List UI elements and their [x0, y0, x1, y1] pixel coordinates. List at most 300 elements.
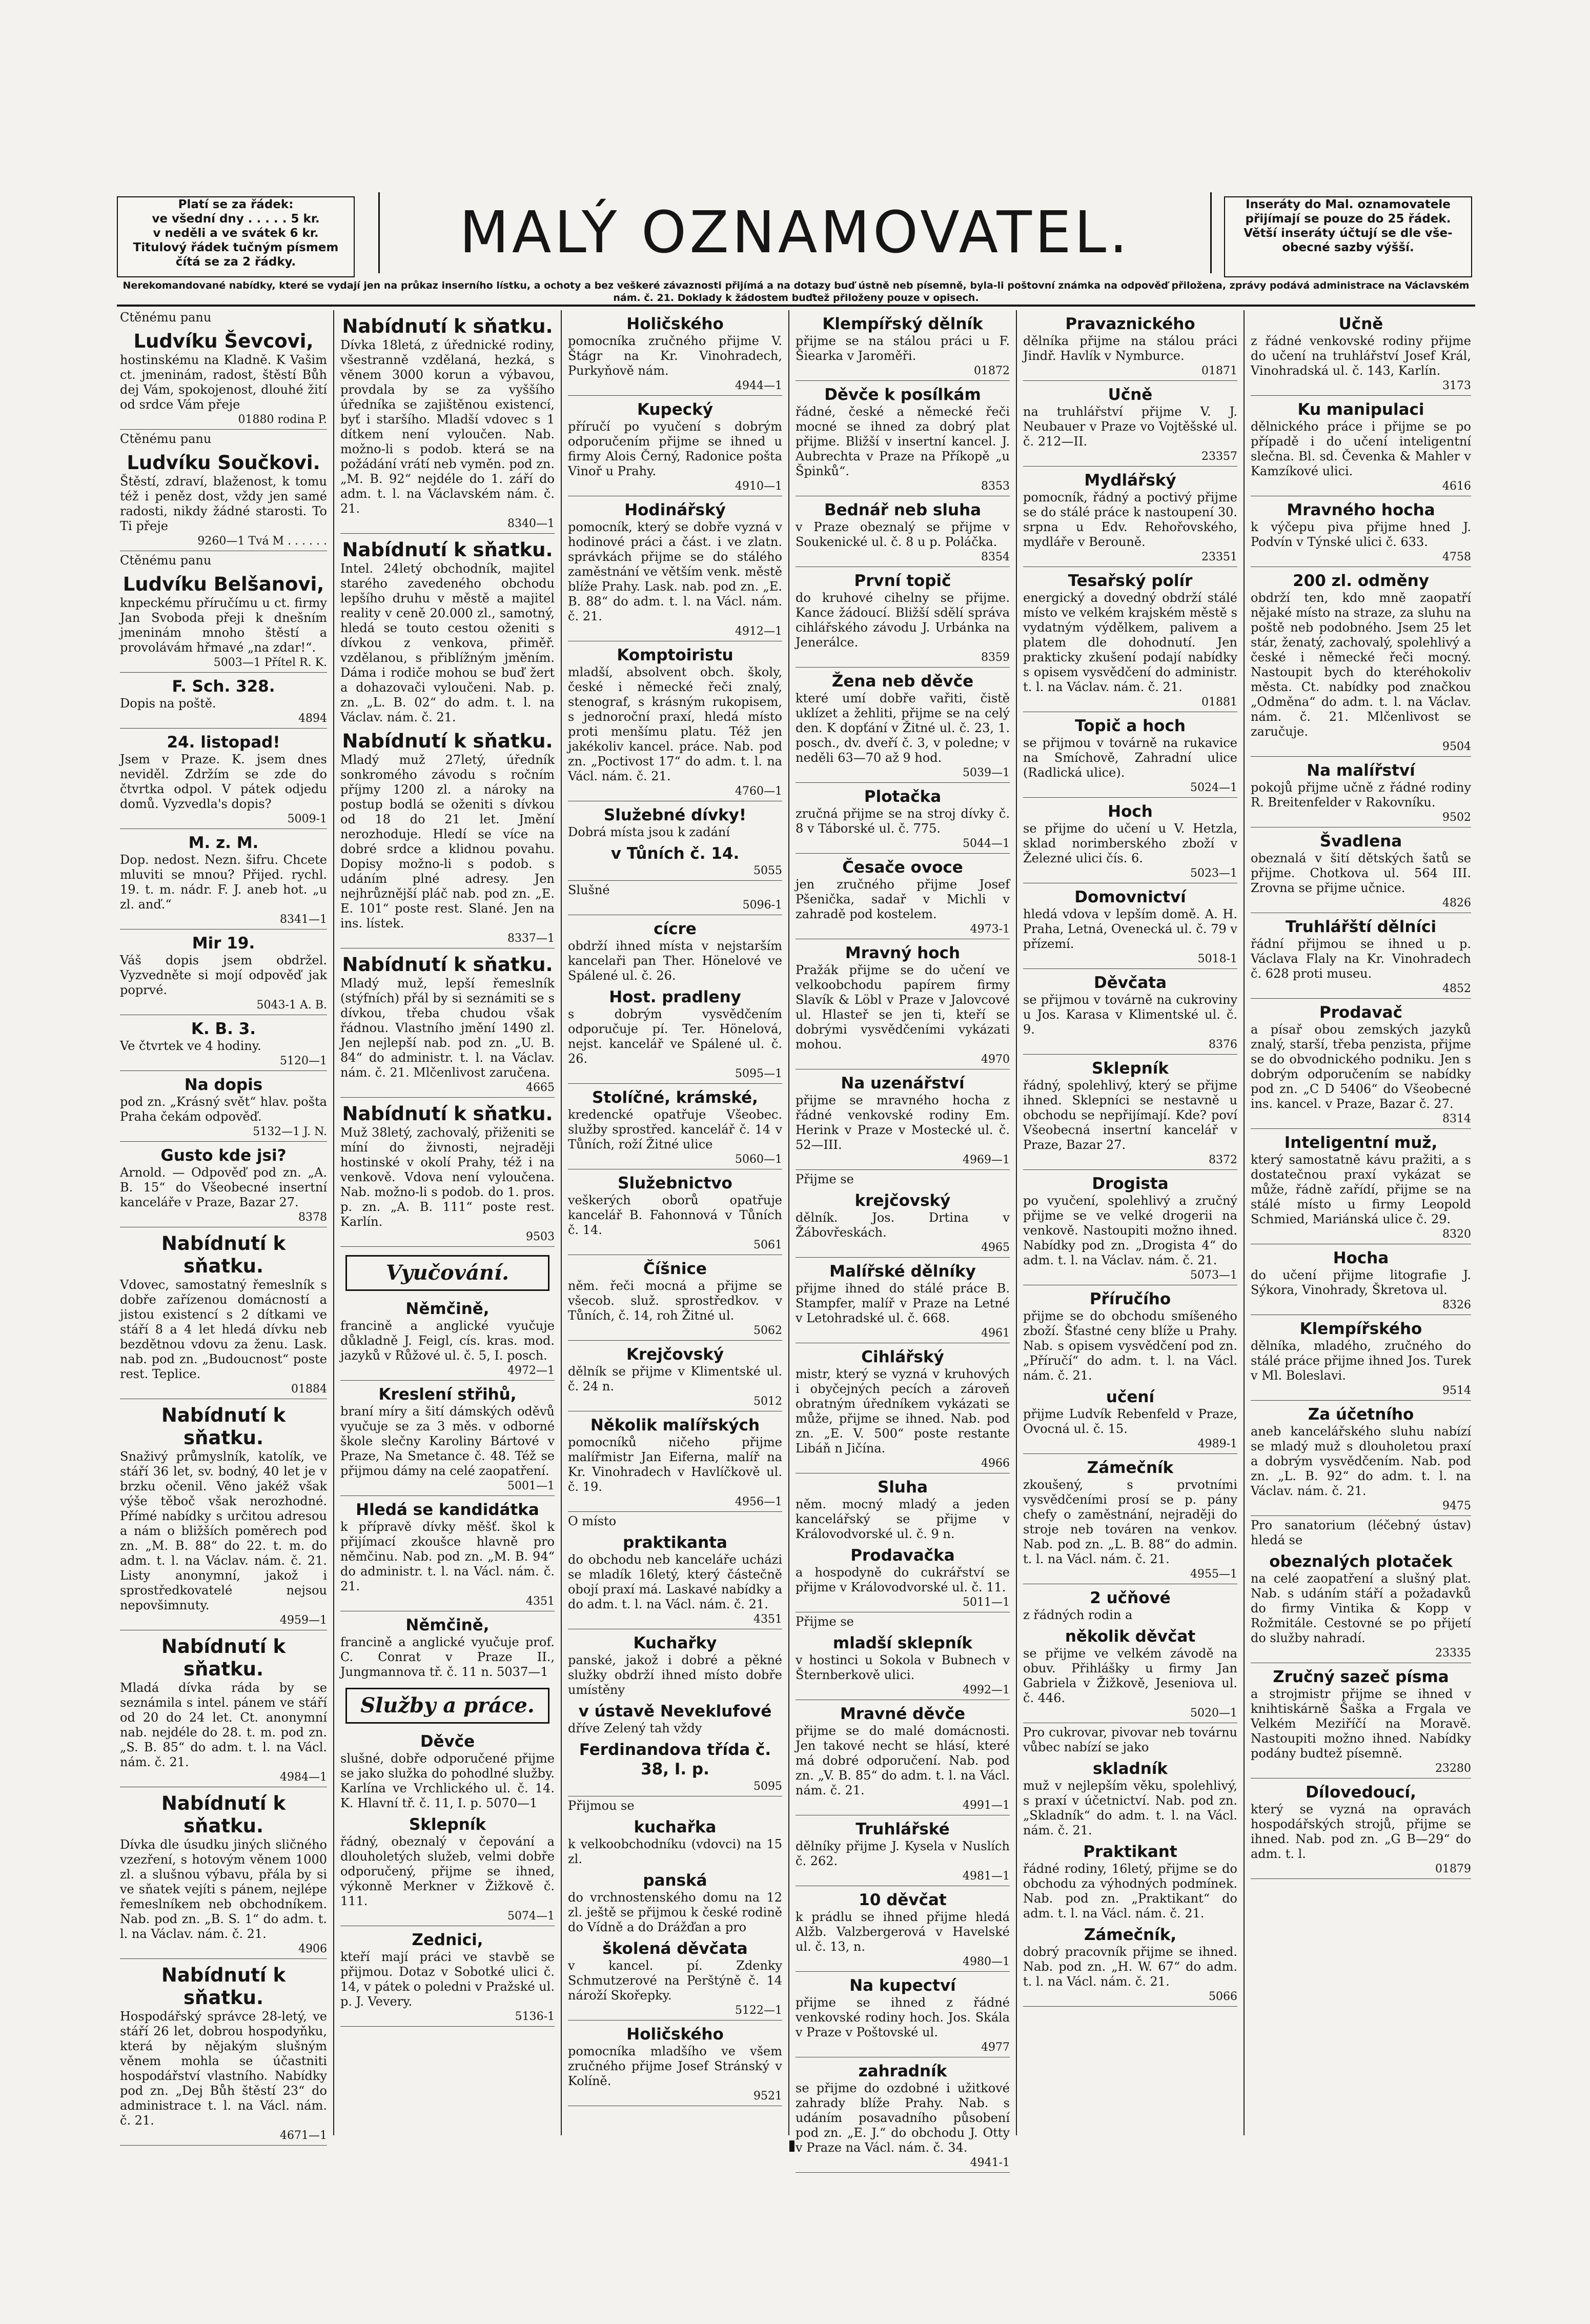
- ad-number: 9475: [1251, 1499, 1471, 1516]
- ad-heading: Plotačka: [864, 787, 942, 806]
- ad-heading: v Tůních č. 14.: [610, 844, 740, 863]
- ad-heading: Ludvíku Ševcovi,: [133, 330, 314, 352]
- ad-text: k přípravě dívky měšť. škol k přijímací zkoušce hlavně pro němčinu. Nab. pod zn. „M. B. 94“ do administr. t. l. na Václ. nám. č. 21.: [340, 1520, 555, 1593]
- ad-text: dělník se přijme v Klimentské ul. č. 24 n.: [568, 1364, 782, 1393]
- ad-number: 5060—1: [568, 1152, 782, 1169]
- ad-number: 4966: [796, 1456, 1010, 1473]
- ad-heading: kuchařka: [634, 1818, 717, 1836]
- ad-heading: Klempířský dělník: [822, 315, 983, 333]
- ad-text: dělníka, mladého, zručného do stálé práce přijme ihned Jos. Turek v Ml. Boleslavi.: [1251, 1339, 1471, 1383]
- ad-heading: Ferdinandova třída č. 38, I. p.: [579, 1741, 771, 1779]
- ad-text: přijme se mravného hocha z řádné venkovské rodiny Em. Herink v Praze v Mostecké ul. č. 52—III.: [796, 1093, 1010, 1152]
- ad-text: z řádných rodin a: [1023, 1608, 1133, 1622]
- page-title: MALÝ OZNAMOVATEL.: [378, 192, 1212, 273]
- ad-heading: Holičského: [626, 315, 724, 333]
- ad-heading: Drogista: [1092, 1175, 1169, 1193]
- ad-text: řádný, spolehlivý, který se přijme ihned. Sklepníci se nestavně u obchodu se nepřijímají. Kde? poví Všeobecná insertní kancelář v Praze, Bazar 27.: [1023, 1078, 1237, 1152]
- ad-number: 5066: [1023, 1989, 1237, 2007]
- ad-heading: Sklepník: [409, 1815, 486, 1834]
- ad-heading: Služebnictvo: [618, 1174, 732, 1193]
- ad-text: panské, jakož i dobré a pěkné služky obdrží ihned místo dobře umístěny: [568, 1653, 782, 1697]
- ad-heading: Hodinářský: [624, 501, 726, 519]
- ad-number: 4852: [1251, 981, 1471, 999]
- ad-heading: Komptoiristu: [617, 646, 733, 664]
- ad-text: pomocníka mladšího ve všem zručného přijme Josef Stránský v Kolíně.: [568, 2044, 782, 2088]
- ad-text: přijme Ludvík Rebenfeld v Praze, Ovocná ul. č. 15.: [1023, 1407, 1237, 1436]
- ad-text: Přijmou se: [568, 1798, 635, 1813]
- ad-text: Jsem v Praze. K. jsem dnes neviděl. Zdržím se zde do čtvrtka odpol. V pátek odjedu domů. Vyzvedla's dopis?: [120, 752, 327, 811]
- ad-text: se přijme do učení u V. Hetzla, sklad norimberského zboží v Železné ulici čís. 6.: [1023, 821, 1237, 865]
- ad-number: 5043-1 A. B.: [120, 998, 327, 1015]
- ad-text: který samostatně kávu pražiti, a s dostatečnou praxí vykázat se může, řádně zařídí, přijme se na stálé místo u firmy Leopold Schmied, Mariánská ulice č. 29.: [1251, 1153, 1471, 1226]
- ad-number: 5073—1: [1023, 1268, 1237, 1285]
- ad-text: na celé zaopatření a slušný plat. Nab. s udáním stáří a požadavků do firmy Vintika & Kopp v Rožmitále. Cestovné se po přijetí do služby nahradí.: [1251, 1571, 1471, 1645]
- ad-text: Ve čtvrtek ve 4 hodiny.: [120, 1039, 261, 1053]
- ad-text: dobrý pracovník přijme se ihned. Nab. pod zn. „H. W. 67“ do adm. t. l. na Václ. nám. č. 21.: [1023, 1945, 1237, 1989]
- ad-heading: Prodavač: [1319, 1003, 1402, 1022]
- ad-heading: Žena neb děvče: [831, 672, 974, 691]
- ad-number: 4959—1: [120, 1613, 327, 1630]
- ad-number: 5009-1: [120, 812, 327, 829]
- ad-number: 01881: [1023, 695, 1237, 712]
- ad-text: se přijme do ozdobné i užitkové zahrady blíže Prahy. Nab. s udáním posavadního působení pod zn. „E. J.“ do obchodu J. Otty v Praze na Václ. nám. č. 34.: [796, 2081, 1010, 2155]
- ad-number: 4910—1: [568, 479, 782, 496]
- ad-number: 3173: [1251, 378, 1471, 396]
- ad-heading: Nabídnutí k sňatku.: [342, 315, 553, 337]
- ad-text: a strojmistr přijme se ihned v knihtiskárně Šaška a Frgala ve Velkém Meziříčí na Moravě. Nastoupiti možno ihned. Nabídky podány budtež písemně.: [1251, 1687, 1471, 1761]
- ad-number: 4826: [1251, 896, 1471, 913]
- ad-text: z řádné venkovské rodiny přijme do učení na truhlářství Josef Král, Vinohradská ul. č. 143, Karlín.: [1251, 334, 1471, 378]
- ad-number: 5074—1: [340, 1909, 555, 1926]
- ad-heading: v ústavě Neveklufové: [578, 1702, 772, 1721]
- ad-text: přijme ihned do stálé práce B. Stampfer, malíř v Praze na Letné v Letohradské ul. č. 668.: [796, 1281, 1010, 1325]
- ad-text: obdrží ten, kdo mně zaopatří nějaké místo na straze, za sluhu na poště neb podobného. Jsem 25 let stár, ženatý, zachovalý, spolehlivý a české i německé řeči mocný. Nastoupit bych do kteréhokoliv města. Ct. nabídky pod značkou „Odměna“ do adm. t. l. na Václav. nám. č. 21. Mlčenlivost se zaručuje.: [1251, 591, 1471, 739]
- ad-heading: Kupecký: [637, 400, 713, 419]
- ad-heading: Pravaznického: [1065, 315, 1195, 333]
- ad-heading: První topič: [854, 572, 951, 590]
- ad-heading: Mravného hocha: [1287, 501, 1435, 519]
- ad-number: 01884: [120, 1382, 327, 1399]
- ad-number: 4973-1: [796, 922, 1010, 939]
- ad-number: 4991—1: [796, 1798, 1010, 1815]
- ad-text: dělníka přijme na stálou práci Jindř. Havlík v Nymburce.: [1023, 334, 1237, 363]
- ad-heading: Zručný sazeč písma: [1273, 1668, 1449, 1686]
- ad-number: 5095—1: [568, 1066, 782, 1084]
- ad-text: k výčepu piva přijme hned J. Podvín v Týnské ulici č. 633.: [1251, 520, 1471, 549]
- ad-column-1: [114, 310, 334, 2142]
- section-heading: Vyučování.: [345, 1255, 549, 1291]
- ad-text: v hostinci u Sokola v Bubnech v Šternberkově ulici.: [796, 1653, 1010, 1682]
- ad-number: 5023—1: [1023, 866, 1237, 883]
- ad-number: 9503: [340, 1229, 555, 1247]
- ad-number: 4965: [796, 1240, 1010, 1258]
- ad-text: energický a dovedný obdrží stálé místo ve velkém krajském městě s vydatným výdělkem, palivem a platem dle dohodnutí. Jen prakticky zkušení podají nabídky s opisem vysvědčení do administr. t. l. na Václav. nám. č. 21.: [1023, 591, 1237, 694]
- price-line: Platí se za řádek:: [178, 198, 294, 211]
- ad-text: Snaživý průmyslník, katolík, ve stáří 36 let, sv. bodný, 40 let je v brzku očenil. Věno jakéž však výše těboč však nerozhodné. Přímé nabídky s určitou adresou a nám o bližších poměrech pod zn. „M. B. 88“ do 22. t. m. do adm. t. l. na Václav. nám. č. 21. Listy anonymní, jakož i sprostředkovatelé nejsou nepovšimnuty.: [120, 1449, 327, 1612]
- ad-text: mistr, který se vyzná v kruhových i obyčejných pecích a zároveň obratným úředníkem vykázati se může, přijme se ihned. Nab. pod zn. „E. V. 500“ poste restante Libáň n Jičína.: [796, 1367, 1010, 1456]
- rules-line: obecné sazby výšší.: [1282, 241, 1414, 254]
- ad-heading: několik děvčat: [1065, 1627, 1196, 1646]
- ad-column-4: [789, 310, 1017, 2169]
- ad-heading: Sluha: [877, 1478, 928, 1497]
- ad-heading: Ku manipulaci: [1297, 400, 1424, 419]
- ad-heading: zahradník: [858, 2062, 947, 2080]
- ad-heading: Němčině,: [405, 1300, 490, 1318]
- ad-number: 4616: [1251, 479, 1471, 496]
- ad-text: Slušné: [568, 883, 610, 897]
- ad-text: Mladý muž, lepší řemeslník (stýfních) přál by si seznámiti se s dívkou, třeba chudou však řádnou. Vlastního jmění 1490 zl. Jen nejlepší nab. pod zn. „U. B. 84“ do administr. t. l. na Václav. nám. č. 21. Mlčenlivost zaručena.: [340, 976, 555, 1080]
- ad-text: se přijmou v továrně na rukavice na Smíchově, Zahradní ulice (Radlická ulice).: [1023, 736, 1237, 780]
- ad-text: francině a anglické vyučuje důkladně J. Feigl, cís. kras. mod. jazyků v Růžové ul. č. 5, I. posch.: [340, 1319, 555, 1363]
- ad-number: 5039—1: [796, 765, 1010, 783]
- ad-heading: Krejčovský: [626, 1345, 724, 1364]
- ad-text: hledá vdova v lepším domě. A. H. Praha, Letná, Ovenecká ul. č. 79 v přízemí.: [1023, 907, 1237, 951]
- ad-number: 5132—1 J. N.: [120, 1124, 327, 1142]
- ad-heading: mladší sklepník: [832, 1634, 973, 1652]
- ad-text: kredencké opatřuje Všeobec. služby sprostřed. kancelář č. 14 v Tůních, roží Žitné ulice: [568, 1107, 782, 1151]
- ad-text: Váš dopis jsem obdržel. Vyzvedněte si mojí odpověď jak poprvé.: [120, 953, 327, 997]
- ad-number: 4955—1: [1023, 1567, 1237, 1584]
- ad-heading: Dílovedoucí,: [1306, 1783, 1416, 1802]
- ad-heading: učení: [1106, 1388, 1155, 1406]
- ad-text: Dopis na poště.: [120, 696, 216, 711]
- ad-number: 5055: [568, 863, 782, 881]
- ad-number: 4984—1: [120, 1770, 327, 1787]
- ad-text: dříve Zelený tah vždy: [568, 1721, 702, 1735]
- ad-heading: skladník: [1092, 1760, 1168, 1778]
- ad-text: Dobrá místa jsou k zadání: [568, 825, 730, 839]
- ad-text: obdrží ihned místa v nejstarším kancelaři pan Ther. Hönelové ve Spálené ul. č. 26.: [568, 939, 782, 983]
- ad-text: řádní přijmou se ihned u p. Václava Flaly na Kr. Vinohradech č. 628 proti museu.: [1251, 937, 1471, 981]
- ad-heading: Učně: [1108, 386, 1153, 404]
- ad-number: 8376: [1023, 1037, 1237, 1055]
- ad-column-6: [1245, 310, 1477, 2135]
- ad-heading: 10 děvčat: [859, 1891, 947, 1909]
- price-line: ve všední dny . . . . . 5 kr.: [152, 212, 320, 226]
- ad-text: dělníky přijme J. Kysela v Nuslích č. 262.: [796, 1839, 1010, 1868]
- ad-number: 01880 rodina P.: [120, 412, 327, 430]
- ad-heading: Hoch: [1108, 802, 1153, 821]
- ad-heading: 24. listopad!: [167, 733, 280, 752]
- ad-heading: Nabídnutí k sňatku.: [161, 1792, 286, 1837]
- ad-text: slušné, dobře odporučené přijme se jako služka do pohodlné služby. Karlína ve Vrchlického ul. č. 14. K. Hlavní tř. č. 11, I. p. 5070—1: [340, 1751, 555, 1810]
- masthead: [117, 196, 1475, 277]
- ad-text: hostinskému na Kladně. K Vašim ct. jmeninám, radost, štěstí Bůh dej Vám, spokojenost, dlouhé žití od srdce Vám přeje: [120, 353, 327, 412]
- ad-number: 8354: [796, 550, 1010, 567]
- ad-number: 5044—1: [796, 836, 1010, 854]
- ad-number: 4941-1: [796, 2155, 1010, 2173]
- ad-number: 5096-1: [568, 898, 782, 915]
- ad-text: muž v nejlepším věku, spolehlivý, s praxí v účetnictví. Nab. pod zn. „Skladník“ do adm. t. l. na Václ. nám. č. 21.: [1023, 1779, 1237, 1837]
- ad-heading: Holičského: [626, 2025, 724, 2044]
- ad-text: obeznalá v šití dětských šatů se přijme. Chotkova ul. 564 III. Zrovna se přijme učnice.: [1251, 851, 1471, 895]
- ad-text: pokojů přijme učně z řádné rodiny R. Breitenfelder v Rakovníku.: [1251, 780, 1471, 810]
- ad-text: něm. mocný mladý a jeden kancelářský se přijme v Královodvorské ul. č. 9 n.: [796, 1497, 1010, 1541]
- ad-text: veškerých oborů opatřuje kancelář B. Fahonnová v Tůních č. 14.: [568, 1193, 782, 1237]
- ad-heading: Inteligentní muž,: [1284, 1134, 1438, 1152]
- ad-number: 5024—1: [1023, 780, 1237, 798]
- ad-number: 4894: [120, 711, 327, 729]
- ad-text: přijme se ihned z řádné venkovské rodiny hoch. Jos. Skála v Praze v Poštovské ul.: [796, 1995, 1010, 2039]
- price-line: čítá se za 2 řádky.: [175, 255, 296, 269]
- print-mark: [789, 2140, 794, 2152]
- ad-heading: Hocha: [1333, 1249, 1389, 1267]
- ad-text: Mladý muž 27letý, úředník sonkromého závodu s ročním příjmy 1200 zl. a nároky na postup bodlá se oženiti s dívkou od 18 do 21 let. Jmění nerozhoduje. Hledí se více na dobré srdce a klidnou povahu. Dopisy možno-li s podob. s udáním plné adresy. Jen nejhrůznější pláč nab. pod zn. „E. E. 101“ poste rest. Slané. Jen na ins. lístek.: [340, 753, 555, 931]
- ad-heading: praktikanta: [623, 1533, 727, 1552]
- ad-number: 5136-1: [340, 2009, 555, 2027]
- ad-text: příručí po vyučení s dobrým odporučením přijme se ihned u firmy Alois Černý, Radonice pošta Vinoř u Prahy.: [568, 419, 782, 478]
- ad-heading: krejčovský: [854, 1191, 951, 1210]
- ad-text: do kruhové cihelny se přijme. Kance žádoucí. Bližší sdělí správa cihlářského závodu J. Urbánka na Jenerálce.: [796, 591, 1010, 650]
- ad-text: Ctěnému panu: [120, 310, 212, 325]
- ad-heading: Švadlena: [1319, 832, 1402, 851]
- ad-number: 23357: [1023, 449, 1237, 467]
- ad-heading: Několik malířských: [590, 1416, 760, 1434]
- price-line: Titulový řádek tučným písmem: [133, 241, 339, 254]
- ad-heading: Příručího: [1089, 1290, 1171, 1308]
- ad-number: 23280: [1251, 1761, 1471, 1779]
- ad-heading: Nabídnutí k sňatku.: [342, 730, 553, 752]
- ad-heading: Kreslení střihů,: [378, 1385, 517, 1404]
- ad-number: 8326: [1251, 1298, 1471, 1315]
- ad-heading: Kuchařky: [633, 1634, 717, 1652]
- ad-number: 8378: [120, 1210, 327, 1227]
- ad-text: k velkoobchodníku (vdovci) na 15 zl.: [568, 1837, 782, 1866]
- ad-number: 4969—1: [796, 1153, 1010, 1170]
- ad-text: řádné rodiny, 16letý, přijme se do obchodu za výhodných podmínek. Nab. pod zn. „Praktikant“ do adm. t. l. na Václ. nám. č. 21.: [1023, 1862, 1237, 1921]
- ad-number: 4758: [1251, 550, 1471, 567]
- ad-heading: Mravné děvče: [840, 1705, 965, 1723]
- ad-number: 8353: [796, 479, 1010, 496]
- ad-text: Přijme se: [796, 1172, 854, 1186]
- ad-heading: Němčině,: [405, 1616, 490, 1634]
- ad-heading: Stolíčné, krámské,: [592, 1088, 758, 1107]
- ad-heading: Nabídnutí k sňatku.: [342, 539, 553, 561]
- insertion-rules-box: [1224, 196, 1472, 277]
- ad-text: po vyučení, spolehlivý a zručný přijme se ve velké drogerii na venkově. Nastoupiti možno ihned. Nabídky pod zn. „Drogista 4“ do adm. t. l. na Václav. nám. č. 21.: [1023, 1194, 1237, 1267]
- price-box: [117, 196, 355, 277]
- ad-text: kteří mají práci ve stavbě se přijmou. Dotaz v Sobotké ulici č. 14, v pátek o poledni v Pražské ul. p. J. Vevery.: [340, 1950, 555, 2009]
- header-note: Nerekomandované nabídky, které se vydají jen na průkaz inserního lístku, a ochoty a bez veškeré závaznosti přijímá a na dotazy buď ústně neb písemně, byla-li poštovní známka na odpověď přiložena, zprávy podává administrace na Václavském nám. č. 21. Doklady k žádostem buďtež přiloženy pouze v opisech.: [123, 280, 1470, 304]
- ad-text: Pro cukrovar, pivovar neb továrnu vůbec nabízí se jako: [1023, 1725, 1237, 1754]
- ad-heading: Zednici,: [412, 1931, 483, 1949]
- ad-heading: Mir 19.: [192, 934, 255, 953]
- ad-column-3: [562, 310, 789, 2135]
- ad-number: 8372: [1023, 1153, 1237, 1170]
- ad-text: které umí dobře vařiti, čistě uklízet a žehliti, přijme se na celý den. K dopťání v Žitné ul. č. 23, 1. posch., dv. dveří č. 3, v poledne; v neděli 63—70 až 9 hod.: [796, 691, 1010, 765]
- ad-number: 8341—1: [120, 912, 327, 929]
- header-divider: [117, 305, 1475, 307]
- ad-heading: Nabídnutí k sňatku.: [161, 1635, 286, 1680]
- ad-heading: Prodavačka: [850, 1546, 955, 1565]
- ad-number: 01872: [796, 363, 1010, 381]
- ad-text: dělník. Jos. Drtina v Žábovřeskách.: [796, 1210, 1010, 1240]
- ad-number: 4665: [340, 1080, 555, 1098]
- ad-text: Přijme se: [796, 1614, 854, 1629]
- ad-text: dělnického práce i přijme se po případě i do učení inteligentní slečna. Bl. sd. Čevenka & Mahler v Kamzíkové ulici.: [1251, 419, 1471, 478]
- ad-heading: Česače ovoce: [842, 858, 963, 877]
- ad-heading: panská: [643, 1871, 707, 1890]
- ad-number: 4351: [340, 1594, 555, 1611]
- ad-text: něm. řeči mocná a přijme se všecob. služ. sprostředkov. v Tůních, č. 14, roh Žitné ul.: [568, 1279, 782, 1323]
- ad-text: Pražák přijme se do učení ve velkoobchodu papírem firmy Slavík & Löbl v Praze v Jalovcové ul. Hlasteř se jen ti, kteří se dobrými vysvědčeními vykázati mohou.: [796, 963, 1010, 1052]
- ad-text: Dívka dle úsudku jiných sličného vzezření, s hotovým věnem 1000 zl. a slušnou výbavu, přála by si ve sňatek vejíti s pánem, nejlépe řemeslníkem neb obchodníkem. Nab. pod zn. „B. S. 1“ do adm. t. l. na Václav. nám. č. 21.: [120, 1837, 327, 1941]
- ad-heading: Na kupectví: [849, 1976, 956, 1995]
- ad-heading: Na malířství: [1307, 761, 1415, 780]
- ad-heading: Děvče k posílkám: [824, 386, 981, 404]
- ad-text: se přijme ve velkém závodě na obuv. Přihlášky u firmy Jan Gabriela v Žižkově, Jeseniova ul. č. 446.: [1023, 1646, 1237, 1705]
- ad-number: 5120—1: [120, 1054, 327, 1071]
- ad-heading: Cihlářský: [861, 1348, 944, 1366]
- ad-number: 4980—1: [796, 1954, 1010, 1972]
- ad-number: 4970: [796, 1052, 1010, 1069]
- ad-heading: Číšnice: [643, 1260, 707, 1278]
- ad-heading: M. z. M.: [188, 834, 259, 852]
- ad-text: Arnold. — Odpověď pod zn. „A. B. 15“ do Všeobecné insertní kanceláře v Praze, Bazar 27.: [120, 1165, 327, 1209]
- ad-text: pod zn. „Krásný svět“ hlav. pošta Praha čekám odpověď.: [120, 1095, 327, 1124]
- ad-heading: Nabídnutí k sňatku.: [161, 1232, 286, 1277]
- ad-number: 4977: [796, 2040, 1010, 2057]
- ad-text: Pro sanatorium (léčebný ústav) hledá se: [1251, 1518, 1471, 1547]
- ad-heading: Nabídnutí k sňatku.: [342, 1103, 553, 1125]
- ad-heading: Služebné dívky!: [603, 806, 747, 824]
- ad-text: aneb kancelářského sluhu nabízí se mladý muž s dlouholetou praxí a dobrým vysvědčením. Nab. pod zn. „L. B. 92“ do adm. t. l. na Václav. nám. č. 21.: [1251, 1424, 1471, 1498]
- ad-number: 4956—1: [568, 1494, 782, 1512]
- ad-column-5: [1017, 310, 1245, 2135]
- ad-heading: Host. pradleny: [609, 988, 741, 1006]
- ad-text: zručná přijme se na stroj dívky č. 8 v Táborské ul. č. 775.: [796, 806, 1010, 836]
- ad-text: zkoušený, s prvotními vysvědčeními prosí se p. pány chefy o zaměstnání, nejraději do stroje neb továren na venkov. Nab. pod zn. „L. B. 88“ do admin. t. l. na Václ. nám. č. 21.: [1023, 1478, 1237, 1566]
- ad-text: řádný, obeznalý v čepování a dlouholetých služeb, velmi dobře odporučený, přijme se ihned, výkonně Merkner v Žižkově č. 111.: [340, 1834, 555, 1908]
- ad-number: 5003—1 Přítel R. K.: [120, 655, 327, 673]
- ad-text: Ctěnému panu: [120, 553, 212, 568]
- ad-column-2: [334, 310, 562, 2135]
- ad-text: do učení přijme litografie J. Sýkora, Vinohrady, Škretova ul.: [1251, 1268, 1471, 1297]
- ad-text: přijme se na stálou práci u F. Šiearka v Jaroměři.: [796, 334, 1010, 363]
- rules-line: Inseráty do Mal. oznamovatele: [1246, 198, 1451, 211]
- ad-number: 4981—1: [796, 1869, 1010, 1886]
- ad-number: 4351: [568, 1612, 782, 1629]
- ad-number: 4944—1: [568, 378, 782, 396]
- ad-number: 9260—1 Tvá M . . . . . .: [120, 534, 327, 551]
- ad-text: přijme se do malé domácnosti. Jen takové necht se hlásí, které má dobré odporučení. Nab. pod zn. „V. B. 85“ do adm. t. l. na Václ. nám. č. 21.: [796, 1724, 1010, 1797]
- rules-line: přijímají se pouze do 25 řádek.: [1245, 212, 1451, 226]
- ad-columns: [114, 310, 1477, 2169]
- ad-text: O místo: [568, 1514, 617, 1528]
- ad-text: pomocník, který se dobře vyzná v hodinové práci a část. i ve zlatn. správkách přijme se do stálého zaměstnání ve větším venk. městě blíže Prahy. Lask. nab. pod zn. „E. B. 88“ do adm. t. l. na Václ. nám. č. 21.: [568, 520, 782, 623]
- ad-number: 5018-1: [1023, 952, 1237, 969]
- ad-text: s dobrým vysvědčením odporučuje pí. Ter. Hönelová, nejst. kancelář ve Spálené ul. č. 26.: [568, 1007, 782, 1066]
- page-footer: [0, 2140, 1590, 2324]
- ad-number: 9521: [568, 2089, 782, 2106]
- ad-text: a hospodyně do cukrářství se přijme v Královodvorské ul. č. 11.: [796, 1565, 1010, 1594]
- ad-heading: Děvčata: [1094, 974, 1167, 992]
- ad-heading: Ludvíku Součkovi.: [127, 452, 320, 474]
- ad-heading: Ludvíku Belšanovi,: [123, 573, 324, 595]
- ad-text: se přijmou v továrně na cukroviny u Jos. Karasa v Klimentské ul. č. 9.: [1023, 993, 1237, 1037]
- ad-number: 5062: [568, 1323, 782, 1341]
- section-heading: Služby a práce.: [345, 1688, 549, 1724]
- ad-heading: 2 učňové: [1090, 1589, 1171, 1607]
- ad-text: pomocníka zručného přijme V. Štágr na Kr. Vinohradech, Purkyňově nám.: [568, 334, 782, 378]
- ad-heading: Praktikant: [1083, 1843, 1177, 1861]
- ad-number: 4671—1: [120, 2128, 327, 2146]
- ad-text: řádné, české a německé řeči mocné se ihned za dobrý plat přijme. Bližší v insertní kancel. J. Aubrechta v Praze na Příkopě „u Špinků“.: [796, 405, 1010, 478]
- ad-number: 5061: [568, 1238, 782, 1255]
- price-line: v neděli a ve svátek 6 kr.: [153, 227, 319, 240]
- ad-text: přijme se do obchodu smíšeného zboží. Šťastné ceny blíže u Prahy. Nab. s opisem vysvědčení pod zn. „Příručí“ do adm. t. l. na Václ. nám. č. 21.: [1023, 1309, 1237, 1383]
- ad-heading: Tesařský polír: [1068, 572, 1193, 590]
- ad-heading: Malířské dělníky: [829, 1262, 976, 1281]
- ad-text: v Praze obeznalý se přijme v Soukenické ul. č. 8 u p. Poláčka.: [796, 520, 1010, 549]
- ad-number: 8359: [796, 650, 1010, 668]
- ad-number: 9514: [1251, 1383, 1471, 1401]
- ad-text: pomocník, řádný a poctivý přijme se do stálé práce k nastoupení 30. srpna u Edv. Rehořovského, mydláře v Berouně.: [1023, 490, 1237, 549]
- ad-text: a písař obou zemských jazyků znalý, starší, třeba penzista, přijme se do obvodnického podniku. Jen s dobrým odporučením se nabídky pod zn. „C D 5406“ do Všeobecné ins. kancel. v Praze, Bazar č. 27.: [1251, 1022, 1471, 1111]
- ad-text: Hospodářský správce 28-letý, ve stáří 26 let, dobrou hospodyňku, která by nějakým slušným věnem mohla se účastniti hospodářství vlastního. Nabídky pod zn. „Dej Bůh štěstí 23“ do administrace t. l. na Václ. nám. č. 21.: [120, 2009, 327, 2128]
- ad-number: 5095: [568, 1779, 782, 1796]
- ad-number: 8314: [1251, 1112, 1471, 1129]
- ad-text: který se vyzná na opravách hospodářských strojů, přijme se ihned. Nab. pod zn. „G B—29“ do adm. t. l.: [1251, 1802, 1471, 1861]
- ad-number: 8320: [1251, 1227, 1471, 1244]
- ad-text: Štěstí, zdraví, blaženost, k tomu též i peněz dost, vždy jen samé radosti, nikdy žádné starosti. To Ti přeje: [120, 474, 327, 533]
- ad-heading: cícre: [654, 920, 697, 938]
- ad-number: 8337—1: [340, 931, 555, 948]
- ad-number: 4972—1: [340, 1363, 555, 1381]
- ad-number: 4912—1: [568, 624, 782, 641]
- ad-text: mladší, absolvent obch. školy, české i německé řeči znalý, stenograf, s krásným rukopisem, s jednoroční praxí, hledá místo proti menšímu platu. Též jen jakékoliv kancel. práce. Nab. pod zn. „Poctivost 17“ do adm. t. l. na Václ. nám. č. 21.: [568, 665, 782, 783]
- ad-heading: Bednář neb sluha: [824, 501, 982, 519]
- ad-number: 4906: [120, 1942, 327, 1959]
- ad-text: Dívka 18letá, z úřednické rodiny, všestranně vzdělaná, hezká, s věnem 3000 korun a výbavou, provdala by se za vyššího úředníka se zajištěnou existencí, byť i staršího. Mladší vdovec s 1 dítkem není vyloučen. Nab. možno-li s podob. která se na požádání vrátí neb vyměn. pod zn. „M. B. 92“ nejdéle do 1. září do adm. t. l. na Václavském nám. č. 21.: [340, 338, 555, 516]
- ad-heading: školená děvčata: [602, 1939, 748, 1958]
- ad-heading: K. B. 3.: [191, 1020, 256, 1038]
- ad-number: 5001—1: [340, 1479, 555, 1496]
- ad-heading: Na dopis: [184, 1076, 263, 1094]
- ad-text: Muž 38letý, zachovalý, přiženiti se míní do živnosti, nejraději hostinské v okolí Prahy, též i na venkově. Vdova není vyloučena. Nab. možno-li s podob. do 1. pros. p. zn. „A. B. 111“ poste rest. Karlín.: [340, 1125, 555, 1229]
- ad-heading: Mravný hoch: [845, 944, 961, 962]
- ad-heading: Nabídnutí k sňatku.: [342, 954, 553, 976]
- ad-text: v kancel. pí. Zdenky Schmutzerové na Perštýně č. 14 nároží Skořepky.: [568, 1958, 782, 2003]
- ad-heading: Děvče: [420, 1732, 475, 1751]
- ad-text: Dop. nedost. Nezn. šifru. Chcete mluviti se mnou? Přijed. rychl. 19. t. m. nádr. F. J. aneb hot. „u zl. anď.“: [120, 853, 327, 912]
- ad-text: pomocníků ničeho přijme malířmistr Jan Eiferna, malíř na Kr. Vinohradech v Havlíčkově ul. č. 19.: [568, 1435, 782, 1494]
- ad-heading: 200 zl. odměny: [1293, 572, 1429, 590]
- ad-number: 9502: [1251, 810, 1471, 827]
- ad-heading: Truhlářské: [855, 1820, 950, 1838]
- ad-heading: Topič a hoch: [1075, 717, 1186, 735]
- ad-number: 4989-1: [1023, 1437, 1237, 1454]
- ad-text: do obchodu neb kanceláře ucházi se mladík 16letý, který částečně obojí praxí má. Laskavé nabídky a do adm. t. l. na Václ. nám. č. 21.: [568, 1552, 782, 1611]
- ad-text: knpeckému příručímu u ct. firmy Jan Svoboda přeji k dnešním jmeninám mnoho štěstí a provolávám hřmavé „na zdar!“.: [120, 596, 327, 655]
- ad-number: 8340—1: [340, 516, 555, 534]
- ad-heading: Sklepník: [1091, 1059, 1169, 1078]
- ad-heading: Zámečník: [1087, 1459, 1174, 1477]
- ad-heading: Truhlářští dělníci: [1285, 918, 1437, 936]
- ad-number: 5122—1: [568, 2003, 782, 2020]
- ad-number: 01871: [1023, 363, 1237, 381]
- ad-heading: Hledá se kandidátka: [356, 1501, 539, 1519]
- ad-heading: Zámečník,: [1084, 1926, 1177, 1944]
- ad-heading: Za účetního: [1308, 1405, 1414, 1424]
- ad-number: 5020—1: [1023, 1706, 1237, 1723]
- ad-heading: Učně: [1338, 315, 1383, 333]
- ad-number: 9504: [1251, 739, 1471, 757]
- ad-number: 5011—1: [796, 1595, 1010, 1612]
- ad-heading: Domovnictví: [1074, 888, 1186, 906]
- ad-heading: obeznalých plotaček: [1269, 1552, 1453, 1571]
- ad-text: Ctěnému panu: [120, 432, 212, 446]
